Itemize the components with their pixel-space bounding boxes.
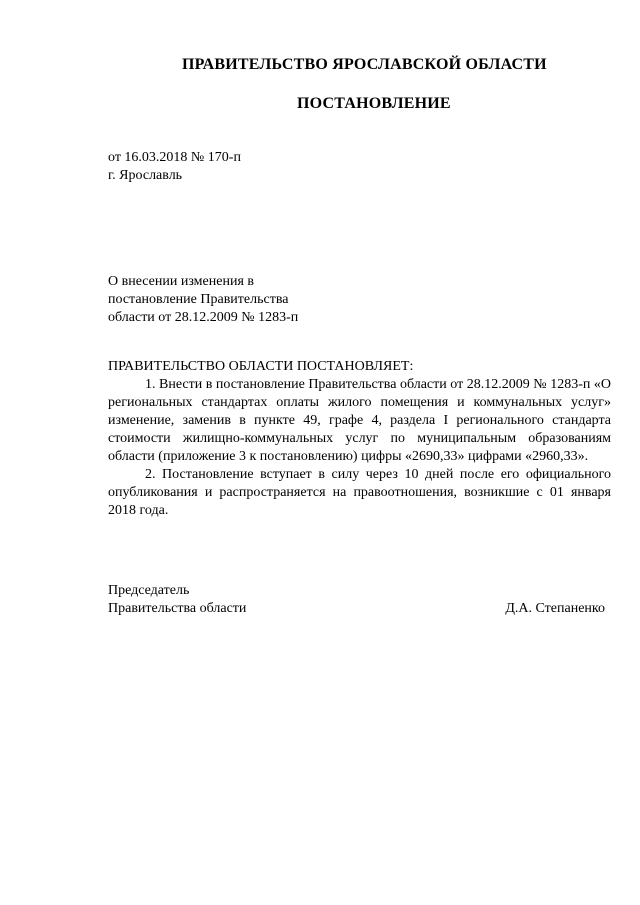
signatory-title-line-1: Председатель xyxy=(108,583,190,598)
government-title: ПРАВИТЕЛЬСТВО ЯРОСЛАВСКОЙ ОБЛАСТИ xyxy=(182,56,547,73)
document-type: ПОСТАНОВЛЕНИЕ xyxy=(297,95,451,112)
document-body xyxy=(108,358,611,520)
decree-heading: ПРАВИТЕЛЬСТВО ОБЛАСТИ ПОСТАНОВЛЯЕТ: xyxy=(108,359,414,374)
date-number: от 16.03.2018 № 170-п xyxy=(108,150,241,165)
document-subject xyxy=(108,273,298,327)
city: г. Ярославль xyxy=(108,168,183,183)
signatory-name: Д.А. Степаненко xyxy=(505,601,605,616)
paragraph-1: 1. Внести в постановление Правительства области от 28.12.2009 № 1283-п «О региональных стандартах оплаты жилого помещения и коммунальных услуг» изменение, заменив в пункте 49, графе 4, раздела I регионального стандарта стоимости жилищно-коммунальных услуг по муниципальным образованиям области (приложение 3 к постановлению) цифры «2690,33» цифрами «2960,33». xyxy=(108,377,611,464)
subject-line-3: области от 28.12.2009 № 1283-п xyxy=(108,310,299,325)
paragraph-2: 2. Постановление вступает в силу через 10 дней после его официального опубликования и распространяется на правоотношения, возникшие с 01 января 2018 года. xyxy=(108,467,611,518)
document-meta xyxy=(108,149,241,185)
signature-block xyxy=(108,582,605,618)
subject-line-1: О внесении изменения в xyxy=(108,274,254,289)
signature-row xyxy=(108,600,605,618)
subject-line-2: постановление Правительства xyxy=(108,292,289,307)
signatory-title-line-2: Правительства области xyxy=(108,601,247,616)
